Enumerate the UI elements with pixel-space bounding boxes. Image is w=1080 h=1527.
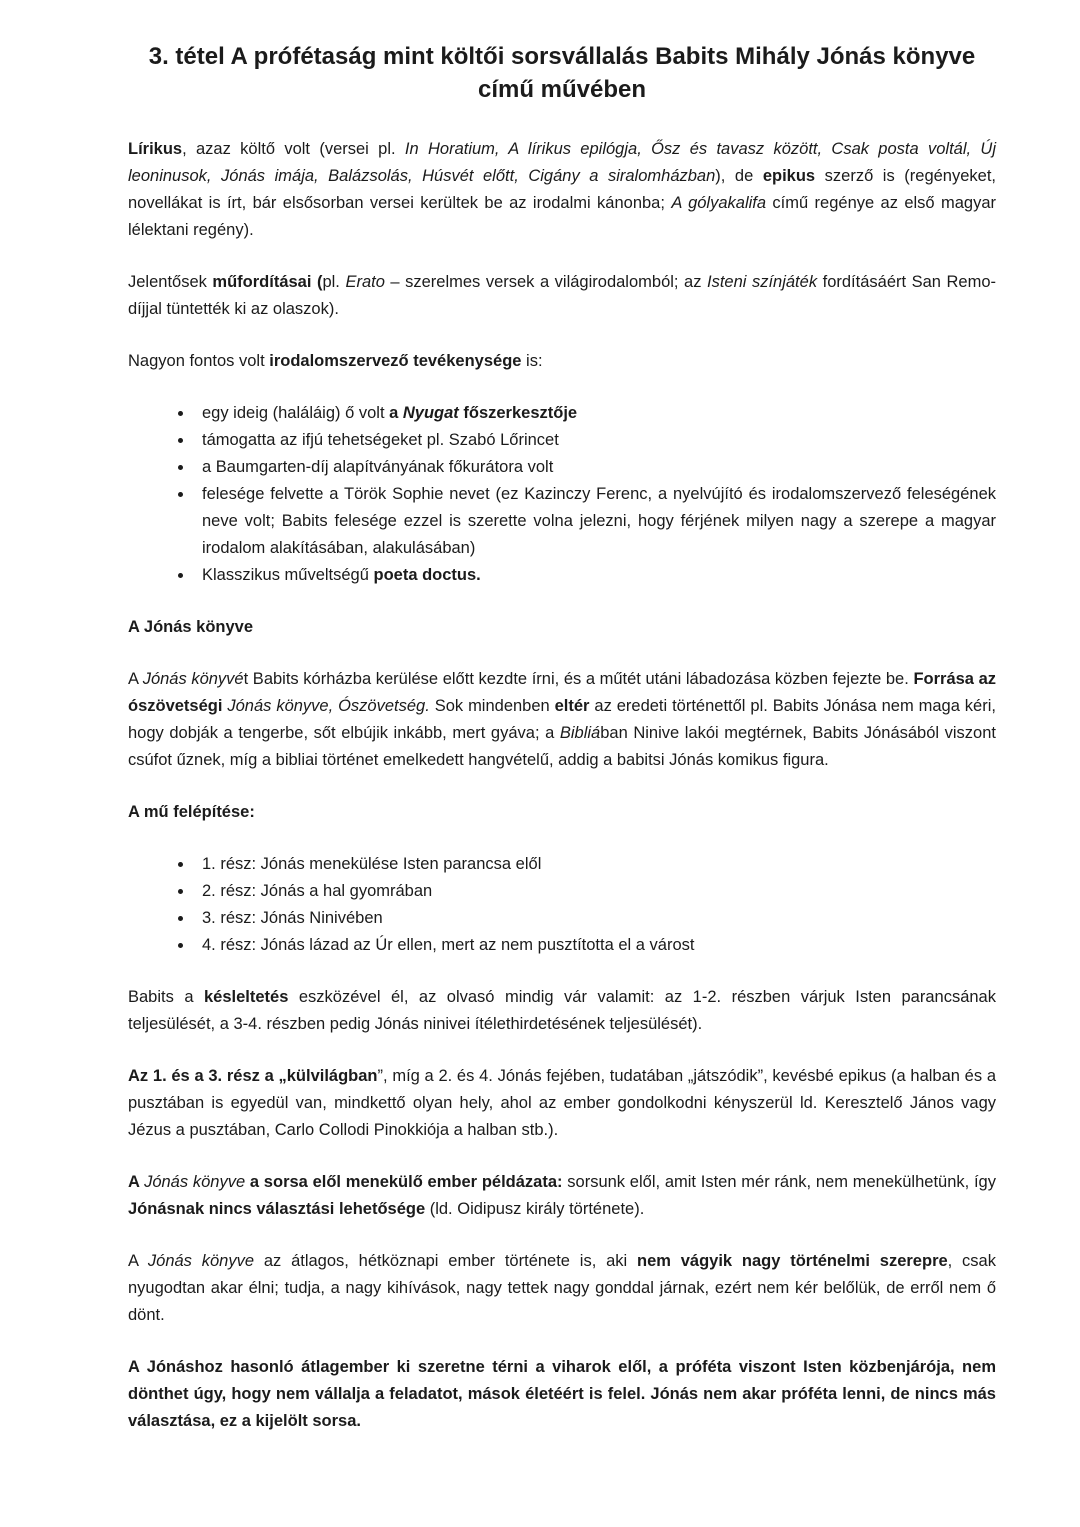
text-run: a (389, 404, 403, 422)
paragraph (128, 1354, 996, 1435)
document-title: 3. tétel A prófétaság mint költői sorsvállalás Babits Mihály Jónás könyve című művében (148, 43, 976, 103)
text-run: Jónás könyvé (142, 670, 244, 688)
text-run: A Jónáshoz hasonló átlagember ki szeretne térni a viharok elől, a próféta viszont Isten közbenjárója, nem dönthet úgy, hogy nem vállalja a feladatot, mások életéért is felel. Jónás nem akar próféta lenni, de nincs más választása, ez a kijelölt sorsa. (128, 1358, 996, 1430)
list-item (194, 400, 996, 427)
text-run: , csak nyugodtan akar élni; tudja, a nagy kihívások, nagy tettek nagy gonddal járnak, ezért nem kér belőlük, de erről nem ő dönt. (128, 1252, 996, 1324)
text-run: az átlagos, hétköznapi ember története is, aki (254, 1252, 637, 1270)
list-item (194, 562, 996, 589)
text-run: A (128, 1252, 148, 1270)
text-run: Forrása az ószövetségi (128, 670, 996, 715)
text-run: sorsunk elől, amit Isten mér ránk, nem menekülhetünk, így (562, 1173, 996, 1191)
section-heading (128, 799, 996, 826)
text-run: szerző is (regényeket, novellákat is írt, bár elsősorban versei kerültek be az irodalmi kánonba; (128, 167, 996, 212)
text-run: – szerelmes versek a világirodalomból; az (384, 273, 707, 291)
paragraph (128, 984, 996, 1038)
text-run: 3. rész: Jónás Ninivében (202, 909, 383, 927)
text-run: : (249, 803, 255, 821)
paragraph (128, 1063, 996, 1144)
text-run: A (128, 1173, 145, 1191)
list-item (194, 851, 996, 878)
text-run: késleltetés (204, 988, 289, 1006)
text-run: irodalomszervező tevékenysége (269, 352, 522, 370)
text-run: eszközével él, az olvasó mindig vár valamit: az 1-2. részben várjuk Isten parancsának teljesülését, a 3-4. részben pedig Jónás ninivei ítélethirdetésének teljesülését). (128, 988, 996, 1033)
text-run: egy ideig (haláláig) ő volt (202, 404, 390, 422)
section-heading (128, 614, 996, 641)
paragraph (128, 666, 996, 774)
text-run: Jónás könyve, Ószövetség. (227, 697, 430, 715)
text-run: eltér (554, 697, 590, 715)
bullet-list (128, 851, 996, 959)
text-run: In Horatium, A lírikus epilógja, Ősz és tavasz között, Csak posta voltál, Új leoninusok, Jónás imája, Balázsolás, Húsvét előtt, Cigány a siralomházban (128, 140, 996, 185)
bullet-list (128, 400, 996, 589)
list-item (194, 454, 996, 481)
text-run: poeta doctus. (373, 566, 481, 584)
paragraph (128, 136, 996, 244)
text-run: (ld. Oidipusz király története). (425, 1200, 645, 1218)
text-run: fordításáért San Remo-díjjal tüntették ki az olaszok). (128, 273, 997, 318)
text-run: támogatta az ifjú tehetségeket pl. Szabó Lőrincet (202, 431, 559, 449)
text-run: epikus (762, 167, 816, 185)
text-run: Jónás könyve (147, 1252, 255, 1270)
text-run: A (128, 670, 143, 688)
list-item (194, 878, 996, 905)
text-run: t Babits kórházba kerülése előtt kezdte írni, és a műtét utáni lábadozása közben fejezte be. (243, 670, 914, 688)
text-run: műfordításai ( (212, 273, 323, 291)
text-run: Nyugat (402, 404, 459, 422)
text-run: Babits a (128, 988, 204, 1006)
text-run: Erato (345, 273, 385, 291)
text-run: Sok mindenben (429, 697, 555, 715)
text-run: ban Ninive lakói megtérnek, Babits Jónásából viszont csúfot űznek, míg a bibliai történet emelkedett hangvételű, addig a babitsi Jónás komikus figura. (128, 724, 996, 769)
text-run: is: (521, 352, 543, 370)
list-item (194, 427, 996, 454)
text-run: Isteni színjáték (706, 273, 818, 291)
text-run: felesége felvette a Török Sophie nevet (ez Kazinczy Ferenc, a nyelvújító és irodalomszervező feleségének neve volt; Babits felesége ezzel is szerette volna jelezni, hogy férjének milyen nagy a szerepe a magyar irodalom alakításában, alakulásában) (202, 485, 996, 557)
text-run: nem vágyik nagy történelmi szerepre (637, 1252, 948, 1270)
text-run: főszerkesztője (458, 404, 578, 422)
document-body (128, 136, 996, 1435)
text-run: Jelentősek (128, 273, 213, 291)
text-run: az eredeti történettől pl. Babits Jónása nem maga kéri, hogy dobják a tengerbe, sőt elbújik inkább, mert gyáva; a (128, 697, 996, 742)
text-run: Bibliá (559, 724, 601, 742)
text-run: A gólyakalifa (671, 194, 767, 212)
text-run: 4. rész: Jónás lázad az Úr ellen, mert az nem pusztította el a várost (202, 936, 695, 954)
list-item (194, 932, 996, 959)
text-run: című regénye az első magyar lélektani regény). (128, 194, 996, 239)
text-run: 2. rész: Jónás a hal gyomrában (202, 882, 433, 900)
text-run: ”, míg a 2. és 4. Jónás fejében, tudatában „játszódik”, kevésbé epikus (a halban és a pusztában is egyedül van, mindkettő olyan hely, ahol az ember gondolkodni kényszerül ld. Keresztelő János vagy Jézus a pusztában, Carlo Collodi Pinokkiója a halban stb.). (128, 1067, 996, 1139)
text-run: , azaz költő volt (versei pl. (182, 140, 405, 158)
text-run: A Jónás könyve (128, 618, 254, 636)
paragraph (128, 1169, 996, 1223)
list-item (194, 481, 996, 562)
text-run: Jónásnak nincs választási lehetősége (128, 1200, 426, 1218)
text-run: Klasszikus műveltségű (202, 566, 374, 584)
text-run: 1. rész: Jónás menekülése Isten parancsa elől (202, 855, 542, 873)
text-run: Lírikus (128, 140, 183, 158)
paragraph (128, 269, 996, 323)
paragraph (128, 1248, 996, 1329)
text-run: A mű felépítése (128, 803, 250, 821)
text-run: a Baumgarten-díj alapítványának főkurátora volt (202, 458, 554, 476)
paragraph (128, 348, 996, 375)
text-run: Nagyon fontos volt (128, 352, 270, 370)
text-run: pl. (322, 273, 346, 291)
text-run: a sorsa elől menekülő ember példázata: (245, 1173, 563, 1191)
list-item (194, 905, 996, 932)
text-run: ), de (715, 167, 763, 185)
text-run: Az 1. és a 3. rész a „külvilágban (128, 1067, 378, 1085)
text-run: Jónás könyve (144, 1173, 246, 1191)
